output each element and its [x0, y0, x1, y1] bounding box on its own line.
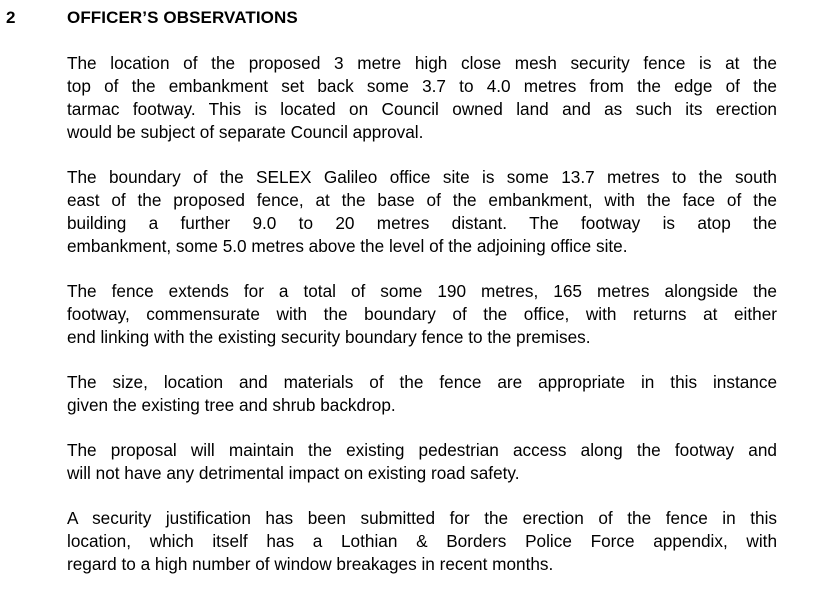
paragraph-line: location, which itself has a Lothian & Borders Police Force appendix, with — [67, 531, 777, 551]
paragraph-line: end linking with the existing security boundary fence to the premises. — [67, 327, 591, 347]
paragraph-line: tarmac footway. This is located on Council owned land and as such its erection — [67, 99, 777, 119]
paragraph-pedestrian-access — [67, 439, 777, 485]
paragraph-line: footway, commensurate with the boundary of the office, with returns at either — [67, 304, 777, 324]
paragraph-line: The size, location and materials of the fence are appropriate in this instance — [67, 372, 777, 392]
paragraph-line: building a further 9.0 to 20 metres distant. The footway is atop the — [67, 213, 777, 233]
section-title: OFFICER’S OBSERVATIONS — [67, 8, 298, 27]
paragraph-line: given the existing tree and shrub backdrop. — [67, 395, 396, 415]
section-number: 2 — [6, 8, 16, 27]
paragraph-fence-location — [67, 52, 777, 144]
paragraph-line: would be subject of separate Council approval. — [67, 122, 424, 142]
paragraph-appropriateness — [67, 371, 777, 417]
paragraph-line: regard to a high number of window breakages in recent months. — [67, 554, 554, 574]
paragraph-line: The fence extends for a total of some 190 metres, 165 metres alongside the — [67, 281, 777, 301]
paragraph-fence-extent — [67, 280, 777, 349]
paragraph-line: The boundary of the SELEX Galileo office site is some 13.7 metres to the south — [67, 167, 777, 187]
paragraph-site-boundary — [67, 166, 777, 258]
paragraph-line: east of the proposed fence, at the base of the embankment, with the face of the — [67, 190, 777, 210]
paragraph-line: embankment, some 5.0 metres above the level of the adjoining office site. — [67, 236, 628, 256]
paragraph-line: will not have any detrimental impact on existing road safety. — [67, 463, 520, 483]
paragraph-security-justification — [67, 507, 777, 576]
paragraph-line: A security justification has been submitted for the erection of the fence in this — [67, 508, 777, 528]
paragraph-line: The proposal will maintain the existing pedestrian access along the footway and — [67, 440, 777, 460]
document-body — [67, 52, 777, 598]
paragraph-line: top of the embankment set back some 3.7 to 4.0 metres from the edge of the — [67, 76, 777, 96]
paragraph-line: The location of the proposed 3 metre high close mesh security fence is at the — [67, 53, 777, 73]
